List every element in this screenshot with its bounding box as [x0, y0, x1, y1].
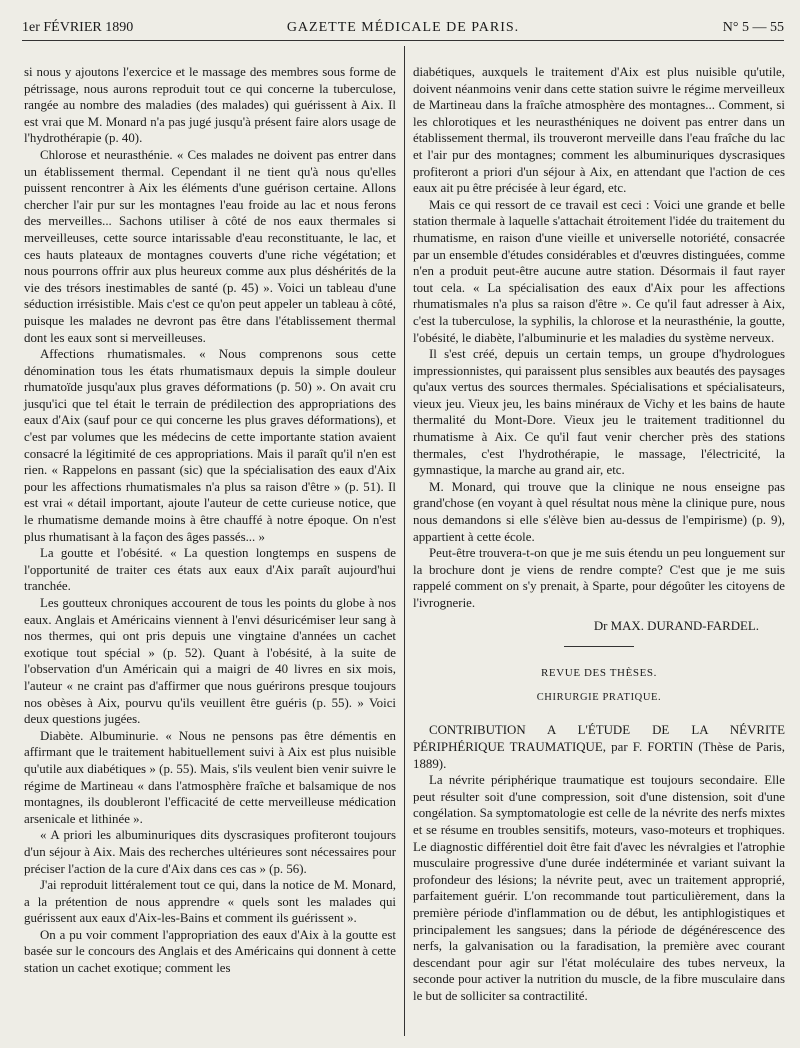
header-title: GAZETTE MÉDICALE DE PARIS. [286, 20, 520, 35]
paragraph: Les goutteux chroniques accourent de tous les points du globe à nos eaux. Anglais et Américains viennent à l'envi désuricémiser leur sang à nos thermes, qui ont pris depuis une vingtaine d'années un cachet exotique tout spécial » (p. 52). Quant à l'obésité, à la suite de l'observation d'un Américain qui a maigri de 40 livres en six mois, l'auteur « ne craint pas d'affirmer que nous guérirons presque toujours nos obèses à Aix, pourvu qu'ils veuillent être guéris (p. 55). » Voici deux questions jugées. [24, 596, 396, 727]
article-title: CONTRIBUTION A L'ÉTUDE DE LA NÉVRITE PÉRIPHÉRIQUE TRAUMATIQUE, par F. FORTIN (Thèse de Paris, 1889). [413, 723, 785, 771]
paragraph: M. Monard, qui trouve que la clinique ne nous enseigne pas grand'chose (en voyant à quel résultat nous mène la clinique pure, nous nous demandons si elle s'élève bien au-dessus de l'empirisme) (p. 9), appartient à cette école. [413, 479, 785, 544]
right-column [413, 64, 785, 1004]
paragraph: diabétiques, auxquels le traitement d'Aix est plus nuisible qu'utile, doivent néanmoins venir dans cette station suivre le régime merveilleux de Martineau dans la fraîche atmosphère des montagnes... Comment, si les chlorotiques et les neurasthéniques ne doivent pas entrer dans un établissement thermal, ils trouveront merveille dans l'eau fraîche du lac et l'air pur des montagnes; comment les albuminuriques dyscrasiques profiteront a priori d'un séjour à Aix, en attendant que l'action de ces eaux ait pu être précisée à leur égard, etc. [413, 65, 785, 196]
article-body: La névrite périphérique traumatique est toujours secondaire. Elle peut résulter soit d'une compression, soit d'une distension, soit d'une congélation. Sa symptomatologie est celle de la névrite des nerfs mixtes et se résume en troubles sensitifs, moteurs, vaso-moteurs et trophiques. Le diagnostic différentiel doit être fait d'avec les névralgies et l'atrophie musculaire progressive d'une durée indéterminée et variant suivant la profondeur des lésions; la névrite peut, avec un traitement approprié, parfaitement guérir. L'on recommande tout particulièrement, dans la première période d'inflammation ou de début, les antiphlogistiques et principalement les sangsues; dans la période de dégénérescence des nerfs, la galvanisation ou la faradisation, la première avec courant descendant pour agir sur l'état moléculaire des tubes nerveux, la seconde pour activer la nutrition du muscle, de la fibre musculaire dans le but de solliciter sa contractilité. [413, 773, 785, 1003]
paragraph: Mais ce qui ressort de ce travail est ceci : Voici une grande et belle station thermale à laquelle s'attachait étroitement l'idée du traitement du rhumatisme, en raison d'une vieille et universelle notoriété, consacrée par un ensemble d'études considérables et d'œuvres distinguées, comme n'en a produit peut-être aucune autre station. Désormais il faut rayer tout cela. « La spécialisation des eaux d'Aix pour les affections rhumatismales n'a plus sa raison d'être ». Ce qu'il faut adresser à Aix, c'est la tuberculose, la syphilis, la chlorose et la neurasthénie, la goutte, l'obésité, le diabète, l'albuminurie et les maladies du système nerveux. [413, 197, 785, 345]
section-title: REVUE DES THÈSES. [540, 667, 658, 680]
paragraph: Peut-être trouvera-t-on que je me suis étendu un peu longuement sur la brochure dont je viens de rendre compte? C'est que je me suis rappelé comment on s'y prenait, à Sparte, pour dégoûter les citoyens de l'ivrognerie. [413, 546, 785, 610]
paragraph: si nous y ajoutons l'exercice et le massage des membres sous forme de pétrissage, nous aurons reproduit tout ce qui concerne la tuberculose, rangée au nombre des maladies (des malades) qui guérissent à Aix. Il est vrai que M. Monard n'a pas jugé jusqu'à présent faire alors usage de l'hydrothérapie (p. 40). [24, 65, 396, 146]
header-rule [22, 40, 784, 41]
paragraph: « A priori les albuminuriques dits dyscrasiques profiteront toujours d'un séjour à Aix. Mais des recherches ultérieures sont nécessaires pour préciser l'action de la cure d'Aix dans ces cas » (p. 56). [24, 828, 396, 876]
paragraph: Diabète. Albuminurie. « Nous ne pensons pas être démentis en affirmant que le traitement habituellement suivi à Aix est plus nuisible qu'utile aux diabétiques » (p. 55). Mais, s'ils veulent bien venir suivre le régime de Martineau « dans l'atmosphère fraîche et balsamique de nos montagnes, ils doubleront l'efficacité de cette merveilleuse médication arsenicale et lithinée ». [24, 728, 396, 826]
paragraph: On a pu voir comment l'appropriation des eaux d'Aix à la goutte est basée sur le concours des Anglais et des Américains qui donnent à cette station un cachet exotique; comment les [24, 927, 396, 976]
subsection-title: CHIRURGIE PRATIQUE. [536, 691, 662, 703]
header-issue: N° 5 — 55 [722, 20, 784, 35]
header-date: 1er FÉVRIER 1890 [22, 20, 134, 35]
paragraph: J'ai reproduit littéralement tout ce qui, dans la notice de M. Monard, a la prétention de nous apprendre « quels sont les malades qui guérissent aux eaux d'Aix-les-Bains et comment ils guérissent ». [24, 878, 396, 926]
signature: Dr MAX. DURAND-FARDEL. [593, 618, 759, 633]
paragraph: Il s'est créé, depuis un certain temps, un groupe d'hydrologues impressionnistes, qui paraissent plus sensibles aux beautés des paysages qu'aux vertus des sources thermales. Spécialisations et spécialisateurs, vieux jeu. Vieux jeu, les bains minéraux de Vichy et les bains de haute thermalité du Mont-Dore. Vieux jeu le traitement traditionnel du rhumatisme à Aix. Ce qu'il faut venir chercher près des stations thermales, c'est l'hydrothérapie, le massage, l'électricité, la gymnastique, la marche au grand air, etc. [413, 347, 785, 478]
paragraph: La goutte et l'obésité. « La question longtemps en suspens de l'opportunité de traiter ces états aux eaux d'Aix paraît aujourd'hui tranchée. [24, 546, 396, 594]
paragraph: Chlorose et neurasthénie. « Ces malades ne doivent pas entrer dans un établissement thermal. Cependant il ne tient qu'à nous qu'elles puissent rencontrer à Aix les éléments d'une guérison certaine. Allons chercher l'air pur sur les montagnes l'eau froide au lac et nous ferons des merveilles... Sachons utiliser à côté de nos eaux thermales si merveilleuses, cette source intarissable d'eau reconstituante, le lac, et ces hauts plateaux de montagnes couverts d'une riche végétation; et nous pourrons offrir aux plus heureux comme aux plus déshérités de la vie des trésors inestimables de santé (p. 45) ». Voici un tableau d'une séduction irrésistible. Mais c'est ce qu'on peut appeler un tableau à côté, puisque les malades ne devront pas être dans l'établissement thermal dont les eaux sont si merveilleuses. [24, 147, 396, 345]
section-rule [564, 646, 634, 647]
column-divider [404, 46, 405, 1036]
page-header [22, 14, 784, 42]
paragraph: Affections rhumatismales. « Nous comprenons sous cette dénomination tous les états rhumatismaux depuis la simple douleur rhumatoïde jusqu'aux plus graves déformations (p. 50) ». On avait cru jusqu'ici que tel était le terrain de prédilection des appropriations des eaux d'Aix (sauf pour ce qui concerne les plus graves déformations), et c'est par volumes que les médecins de cette importante station avaient consacré la légitimité de ces appropriations. Mais il paraît qu'il n'en est rien. « Rappelons en passant (sic) que la spécialisation des eaux d'Aix pour les affections rhumatismales n'a plus sa raison d'être » (p. 51). Il est vrai « détail important, ajoute l'auteur de cette curieuse notice, que le rhumatisme demande moins à être chauffé à notre époque. On n'est plus rhumatisant à la façon des âges passés... » [24, 347, 396, 544]
left-column [24, 64, 396, 977]
